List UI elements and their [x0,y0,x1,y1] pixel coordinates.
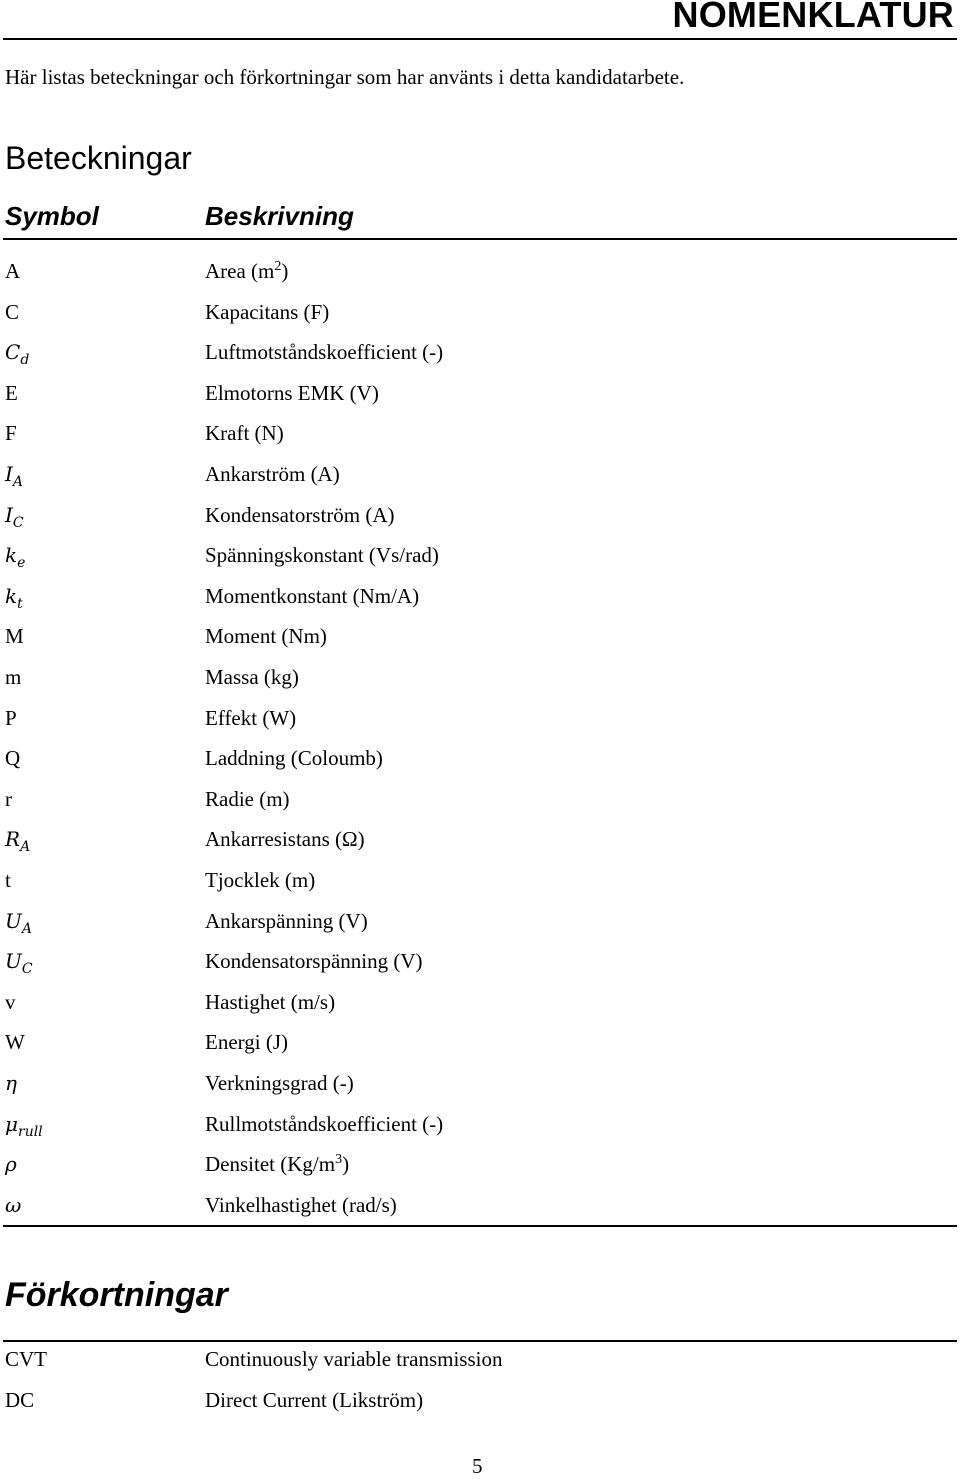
header-rule [3,38,957,40]
symbol-cell [5,584,23,612]
table-row [0,949,960,989]
unit-exponent: 2 [274,259,282,274]
symbol-cell [5,665,21,690]
description-text: Moment (Nm) [205,624,327,648]
symbol-base: M [5,624,24,648]
description-text: Effekt (W) [205,706,297,730]
symbol-base: A [5,259,21,283]
description-text: Kapacitans (F) [205,300,330,324]
symbol-base: t [5,868,11,892]
table-row [0,503,960,543]
description-cell [205,340,443,365]
table-row [0,462,960,502]
symbol-subscript: t [17,596,23,612]
description-cell [205,1152,349,1177]
symbol-subscript: d [20,352,30,368]
symbol-base: r [5,787,12,811]
description-cell [205,909,368,934]
table-row [0,827,960,867]
description-text: Rullmotståndskoefficient (-) [205,1112,444,1136]
symbol-cell [5,746,20,771]
symbol-cell [5,1112,43,1140]
description-cell [205,381,379,406]
description-text: Elmotorns EMK (V) [205,381,379,405]
symbol-subscript: C [12,515,24,531]
page-number: 5 [472,1454,483,1478]
description-text: Tjocklek (m) [205,868,316,892]
table-row [0,909,960,949]
table-row [0,1112,960,1152]
symbol-base: m [5,665,22,689]
table-row [0,340,960,380]
symbol-subscript: A [12,474,24,490]
table-row [0,868,960,908]
description-text-end: ) [342,1152,350,1176]
intro-text: Här listas beteckningar och förkortningar som har använts i detta kandidatarbete. [5,65,685,89]
symbol-cell [5,1152,17,1176]
symbols-table-bottom-rule [3,1225,957,1227]
symbol-cell [5,543,25,571]
symbol-base: P [5,706,17,730]
description-cell [205,1071,354,1096]
symbol-base: I [5,462,13,486]
abbreviation-row [0,1388,960,1428]
symbol-cell [5,340,29,368]
table-row [0,584,960,624]
table-row [0,787,960,827]
description-cell [205,1030,288,1055]
column-header-description: Beskrivning [205,201,354,231]
table-row [0,706,960,746]
description-text: Luftmotståndskoefficient (-) [205,340,444,364]
symbol-cell [5,503,24,531]
description-text: Verkningsgrad (-) [205,1071,354,1095]
symbol-cell [5,909,32,937]
description-text: Radie (m) [205,787,290,811]
description-text: Laddning (Coloumb) [205,746,383,770]
description-text: Spänningskonstant (Vs/rad) [205,543,439,567]
table-row [0,990,960,1030]
description-cell [205,259,288,284]
symbols-heading: Beteckningar [5,140,192,176]
description-cell [205,624,327,649]
table-row [0,1071,960,1111]
symbol-base: η [5,1071,17,1095]
symbol-cell [5,706,17,731]
symbol-base: W [5,1030,25,1054]
abbreviations-heading: Förkortningar [5,1276,228,1314]
description-cell [205,300,329,325]
symbol-subscript: C [21,961,33,977]
symbol-base: C [5,340,21,364]
description-cell [205,1193,397,1218]
symbol-cell [5,259,20,284]
table-row [0,665,960,705]
description-cell [205,746,383,771]
symbol-cell [5,990,16,1015]
description-cell [205,543,439,568]
symbol-base: ρ [5,1152,17,1176]
abbreviation-row [0,1347,960,1387]
description-text: Massa (kg) [205,665,299,689]
symbol-base: R [5,827,21,851]
table-row [0,1152,960,1192]
description-cell [205,1112,443,1137]
symbol-cell [5,300,19,325]
symbol-base: k [5,543,18,567]
table-row [0,421,960,461]
table-row [0,543,960,583]
description-text: Kondensatorström (A) [205,503,395,527]
symbol-base: F [5,421,17,445]
symbol-base: U [5,949,22,973]
symbol-base: E [5,381,18,405]
symbol-cell [5,949,33,977]
description-text: Ankarspänning (V) [205,909,368,933]
symbol-cell [5,1071,17,1095]
symbol-base: v [5,990,16,1014]
table-row [0,1193,960,1233]
table-row [0,381,960,421]
abbreviation-cell: CVT [5,1347,47,1371]
description-text: Ankarresistans (Ω) [205,827,365,851]
description-cell [205,584,419,609]
description-cell [205,949,423,974]
description-text: Momentkonstant (Nm/A) [205,584,420,608]
symbol-base: U [5,909,22,933]
description-text: Ankarström (A) [205,462,340,486]
table-row [0,624,960,664]
description-cell [205,665,299,690]
symbol-base: ω [5,1193,22,1217]
description-cell [205,421,284,446]
abbreviation-description: Direct Current (Likström) [205,1388,424,1412]
symbol-base: μ [5,1112,18,1136]
table-row [0,746,960,786]
symbol-base: C [5,300,20,324]
symbol-subscript: A [20,839,31,855]
description-cell [205,990,335,1015]
symbol-base: k [5,584,18,608]
symbol-cell [5,1030,25,1055]
symbol-subscript: e [17,555,26,571]
symbol-subscript: A [21,921,32,937]
description-cell [205,503,395,528]
symbol-cell [5,868,11,893]
unit-exponent: 3 [335,1152,343,1167]
description-text: Area (m [205,259,275,283]
description-cell [205,827,365,852]
symbol-cell [5,827,30,855]
description-cell [205,462,340,487]
symbol-cell [5,624,24,649]
symbol-cell [5,1193,21,1217]
abbreviation-cell: DC [5,1388,35,1412]
description-cell [205,868,315,893]
description-text: Densitet (Kg/m [205,1152,336,1176]
table-header-rule [3,238,957,240]
description-text: Energi (J) [205,1030,289,1054]
table-row [0,300,960,340]
symbol-base: Q [5,746,21,770]
column-header-symbol: Symbol [5,201,99,231]
abbreviations-heading-rule [3,1340,957,1342]
symbol-base: I [5,503,13,527]
symbol-cell [5,462,23,490]
symbol-subscript: rull [18,1124,43,1140]
table-row [0,1030,960,1070]
description-text: Vinkelhastighet (rad/s) [205,1193,397,1217]
page-header-title: NOMENKLATUR [672,0,954,35]
description-cell [205,706,296,731]
description-cell [205,787,290,812]
table-row [0,259,960,299]
symbol-cell [5,787,12,812]
abbreviation-description: Continuously variable transmission [205,1347,503,1371]
description-text-end: ) [281,259,289,283]
description-text: Kondensatorspänning (V) [205,949,423,973]
description-text: Kraft (N) [205,421,284,445]
symbol-cell [5,421,17,446]
description-text: Hastighet (m/s) [205,990,336,1014]
symbol-cell [5,381,18,406]
